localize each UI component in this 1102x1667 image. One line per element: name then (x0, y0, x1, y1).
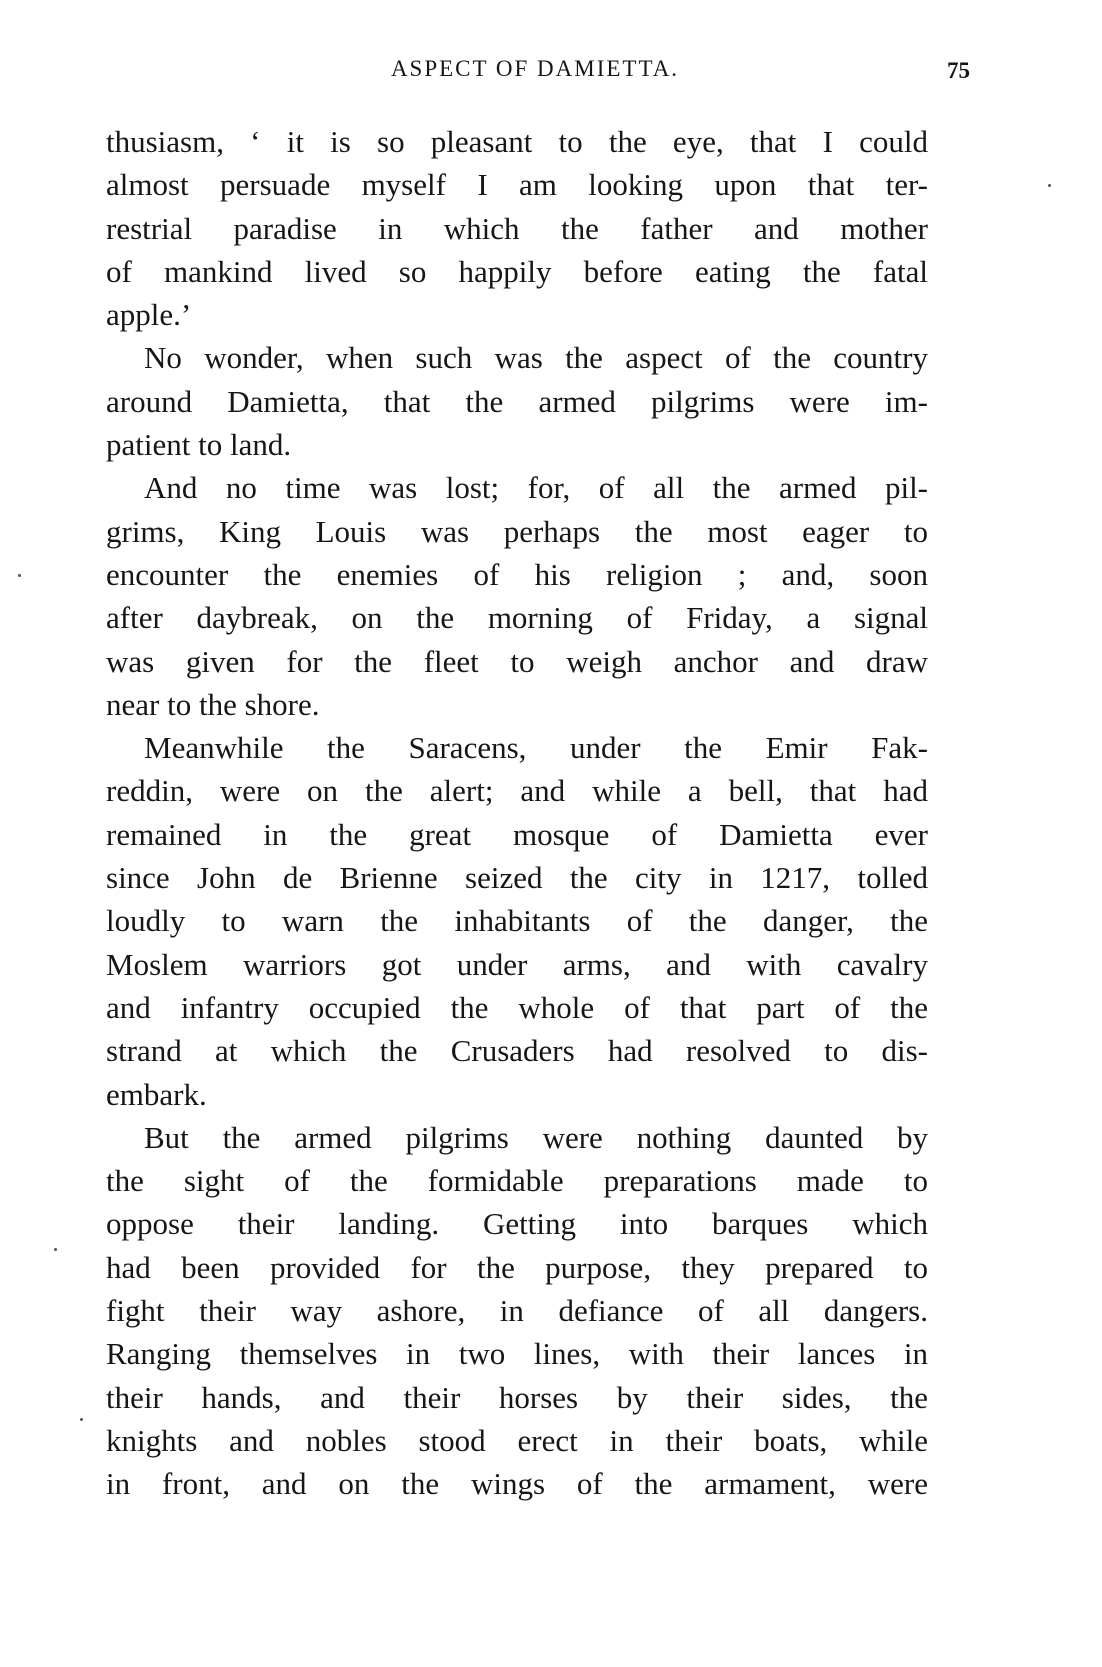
text-line: patient to land. (106, 427, 292, 463)
text-line: encounter the enemies of his religion ; and, soon (106, 556, 928, 592)
text-line: fight their way ashore, in defiance of all dangers. (106, 1293, 928, 1329)
text-line: And no time was lost; for, of all the armed pil- (144, 470, 928, 506)
text-line: around Damietta, that the armed pilgrims were im- (106, 383, 928, 419)
text-line: oppose their landing. Getting into barques which (106, 1206, 928, 1242)
body-text (106, 120, 928, 1506)
text-line: grims, King Louis was perhaps the most eager to (106, 513, 928, 549)
margin-speck (80, 1418, 83, 1421)
running-title: ASPECT OF DAMIETTA. (390, 56, 680, 81)
text-line: and infantry occupied the whole of that part of the (106, 989, 928, 1025)
text-line: strand at which the Crusaders had resolved to dis- (106, 1033, 928, 1069)
text-line: since John de Brienne seized the city in 1217, tolled (106, 860, 928, 896)
text-line: thusiasm, ‘ it is so pleasant to the eye, that I could (106, 124, 928, 159)
text-line: apple.’ (106, 297, 192, 333)
text-line: Ranging themselves in two lines, with their lances in (106, 1336, 928, 1372)
text-line: reddin, were on the alert; and while a bell, that had (106, 773, 928, 809)
paragraph (106, 466, 928, 726)
paragraph (106, 336, 928, 466)
text-line: almost persuade myself I am looking upon that ter- (106, 167, 928, 203)
text-line: No wonder, when such was the aspect of the country (144, 340, 928, 376)
page-number: 75 (947, 58, 970, 83)
text-line: remained in the great mosque of Damietta ever (106, 816, 928, 852)
margin-speck (1048, 184, 1051, 187)
text-line: knights and nobles stood erect in their boats, while (106, 1422, 928, 1458)
paragraph (106, 1116, 928, 1506)
text-line: Moslem warriors got under arms, and with cavalry (106, 946, 928, 982)
text-line: had been provided for the purpose, they prepared to (106, 1249, 928, 1285)
running-head (100, 56, 970, 96)
paragraph (106, 726, 928, 1116)
paragraph (106, 120, 928, 336)
text-line: was given for the fleet to weigh anchor and draw (106, 643, 928, 679)
text-line: restrial paradise in which the father and mother (106, 210, 928, 246)
text-line: loudly to warn the inhabitants of the danger, the (106, 903, 928, 939)
text-line: of mankind lived so happily before eating the fatal (106, 253, 928, 289)
text-line: embark. (106, 1076, 207, 1112)
margin-speck (54, 1248, 57, 1251)
text-line: the sight of the formidable preparations made to (106, 1163, 928, 1199)
text-line: their hands, and their horses by their sides, the (106, 1379, 928, 1415)
text-line: in front, and on the wings of the armament, were (106, 1466, 928, 1502)
text-line: near to the shore. (106, 686, 320, 722)
margin-speck (18, 574, 21, 577)
text-line: Meanwhile the Saracens, under the Emir Fak- (144, 730, 928, 766)
text-line: But the armed pilgrims were nothing daunted by (144, 1119, 928, 1155)
text-line: after daybreak, on the morning of Friday, a signal (106, 600, 928, 636)
